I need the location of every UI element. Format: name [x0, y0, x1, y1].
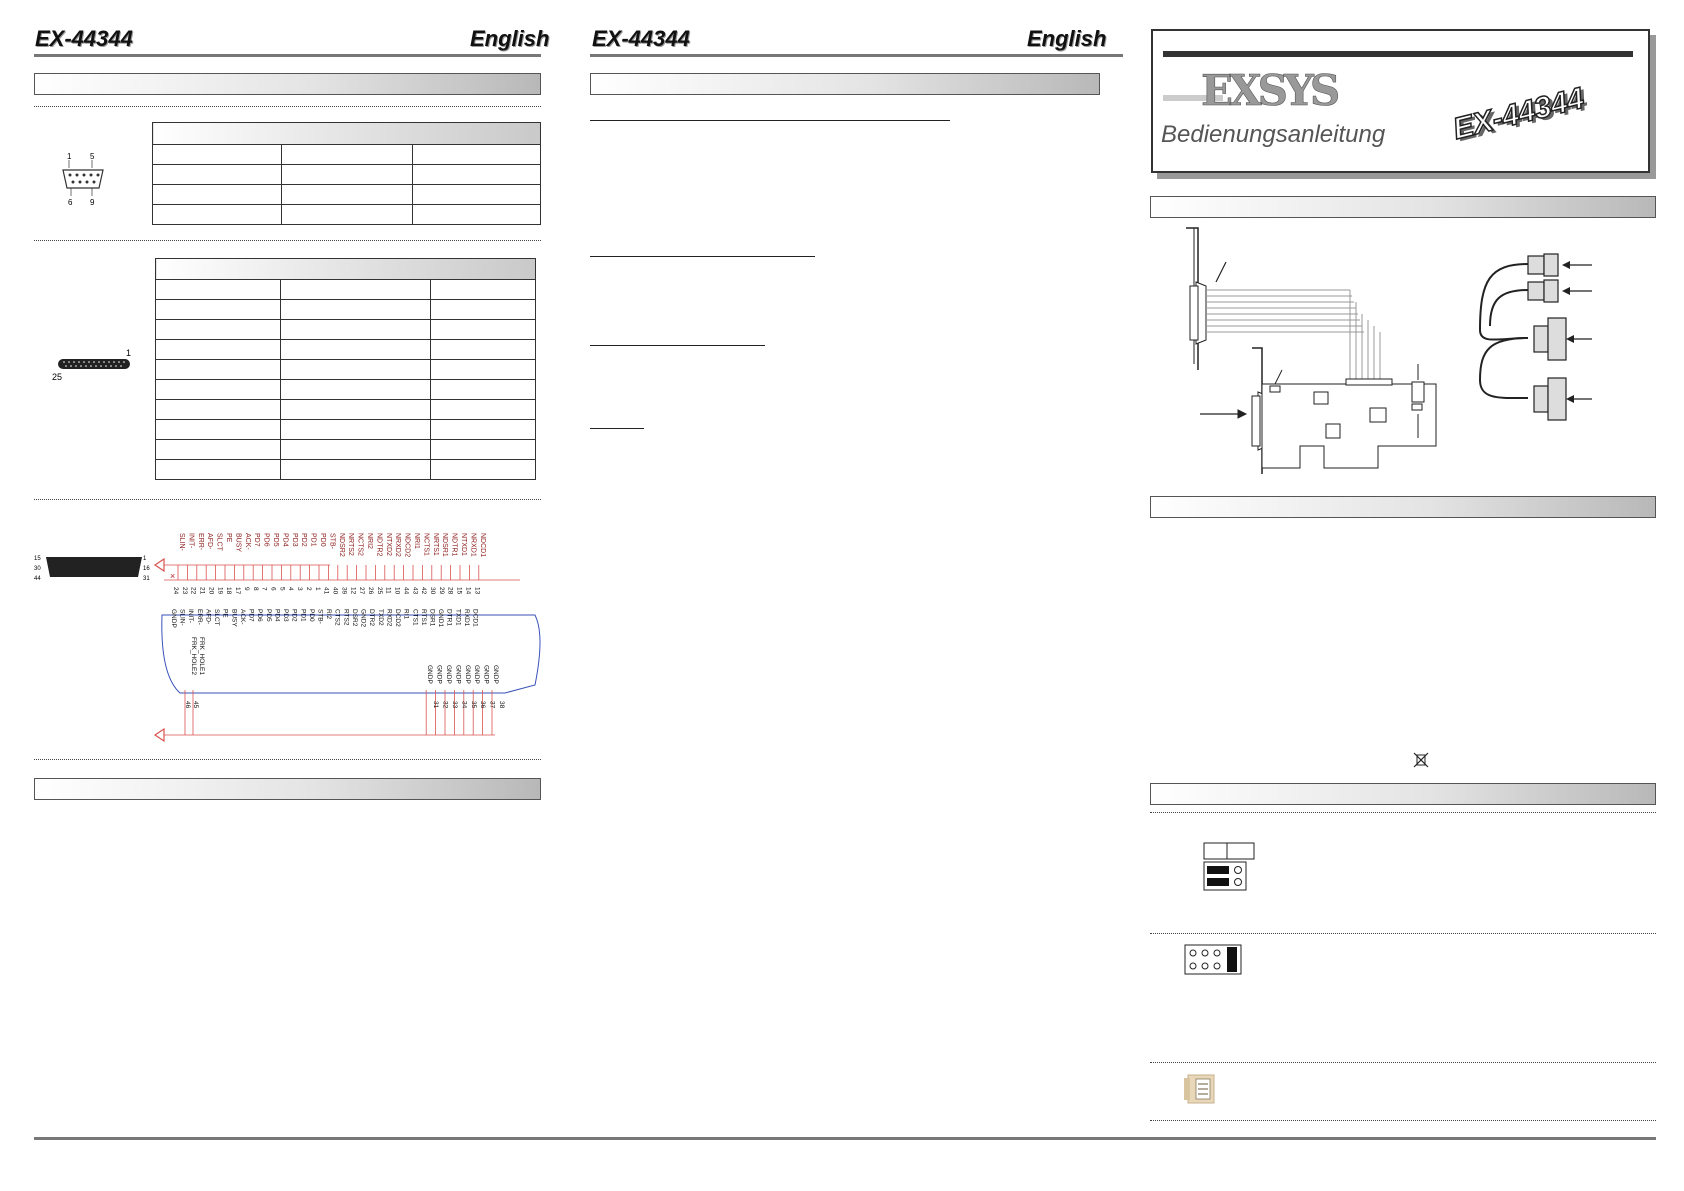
divider — [34, 759, 541, 760]
pin-signal-label: RI1 — [402, 609, 410, 620]
pin-signal-label: SLIN- — [178, 609, 186, 626]
pin-number: 45 — [192, 701, 199, 709]
table-cell — [413, 165, 541, 185]
db44-pin-15-label: 15 — [34, 556, 41, 562]
pin-signal-label: GNDP — [170, 609, 177, 628]
pin-header-icon — [1184, 944, 1244, 976]
signal-label: NTXD2 — [384, 533, 392, 556]
table-cell — [281, 440, 431, 460]
signal-label: NRI1 — [413, 533, 420, 549]
divider — [1150, 1062, 1656, 1063]
frk-hole-label: FRK_HOLE1 — [198, 637, 205, 675]
db9-pin-9-label: 9 — [90, 198, 95, 207]
signal-label: BUSY — [234, 533, 242, 553]
pin-signal-label: RXD1 — [462, 609, 470, 627]
db9-pin-1-label: 1 — [67, 152, 72, 161]
table-cell — [156, 320, 281, 340]
ground-pin-label: GNDP — [435, 665, 443, 684]
pin-signal-label: PD7 — [247, 609, 255, 622]
pin-number: 25 — [375, 587, 383, 595]
table-cell — [281, 420, 431, 440]
page-2-header-rule — [590, 54, 1123, 57]
pin-signal-label: PD4 — [273, 609, 281, 622]
callout-arrow — [1275, 370, 1282, 384]
pin-number: 34 — [460, 701, 468, 709]
signal-label: PD7 — [253, 533, 261, 547]
pin-signal-label: STB- — [316, 609, 324, 624]
table-cell — [282, 145, 413, 165]
pin-number: 38 — [498, 701, 505, 709]
pin-signal-label: DSR1 — [428, 609, 436, 627]
crossed-bin-icon — [1413, 752, 1429, 768]
pin-signal-label: GND2 — [359, 609, 367, 628]
signal-label: PD2 — [300, 533, 308, 547]
pin-number: 6 — [269, 587, 277, 591]
pin-number: 13 — [473, 587, 481, 595]
signal-arrow — [155, 729, 164, 741]
table-cell — [156, 440, 281, 460]
pin-signal-label: TXD1 — [454, 609, 462, 626]
signal-label: NRI2 — [366, 533, 373, 549]
table-cell — [156, 340, 281, 360]
pin-signal-label: PE — [221, 609, 229, 618]
page-1-model-title: EX-44344 — [35, 26, 133, 51]
db9-connector-icon — [58, 150, 108, 210]
pin-number: 36 — [479, 701, 487, 709]
divider — [34, 499, 541, 500]
pin-number: 18 — [225, 587, 233, 595]
table-cell — [413, 185, 541, 205]
table-cell — [431, 340, 536, 360]
pin-number: 33 — [451, 701, 458, 709]
table-cell — [281, 460, 431, 480]
section-bar-2 — [34, 778, 541, 800]
pin-number: 4 — [287, 587, 295, 591]
signal-label: PD6 — [262, 533, 270, 547]
signal-label: PD1 — [309, 533, 317, 547]
pin-signal-label: DCD1 — [471, 609, 479, 627]
db25-pin-table — [155, 258, 536, 480]
cover-title-box — [1151, 29, 1650, 173]
table-cell — [153, 165, 282, 185]
signal-label: PD4 — [281, 533, 289, 547]
pin-number: 8 — [251, 587, 259, 591]
section-bar-6 — [1150, 783, 1656, 805]
pin-number: 22 — [189, 587, 197, 595]
signal-label: NCTS1 — [422, 533, 430, 556]
pin-number: 19 — [216, 587, 224, 595]
signal-label: AFD- — [206, 533, 214, 550]
table-cell — [281, 280, 431, 300]
pin-number: 7 — [260, 587, 268, 591]
table-cell — [156, 300, 281, 320]
pin-signal-label: PD1 — [299, 609, 307, 622]
signal-label: NDTR1 — [450, 533, 458, 557]
pin-number: 28 — [446, 587, 454, 595]
pin-number: 46 — [184, 701, 191, 709]
db44-pin-1-label: 1 — [143, 556, 147, 562]
db9-pin-5-label: 5 — [90, 152, 95, 161]
exsys-logo — [1163, 57, 1337, 115]
db9-pin-table — [152, 122, 541, 225]
signal-arrow — [155, 559, 164, 571]
signal-label: ERR- — [196, 533, 204, 551]
pin-number: 12 — [349, 587, 357, 595]
section-bar-5 — [1150, 496, 1656, 518]
db44-pin-44-label: 44 — [34, 576, 41, 582]
signal-label: NDTR2 — [375, 533, 383, 557]
ground-pin-label: GNDP — [463, 665, 471, 684]
ground-pin-label: GNDP — [454, 665, 462, 684]
page-1-header-rule — [34, 54, 541, 57]
db9-pin-6-label: 6 — [68, 198, 73, 207]
pin-signal-label: DTR2 — [368, 609, 376, 626]
pin-signal-label: RTS2 — [342, 609, 350, 626]
pin-signal-label: ACK- — [238, 609, 246, 625]
pin-signal-label: DTR1 — [445, 609, 453, 626]
table-cell — [431, 420, 536, 440]
pin-number: 20 — [207, 587, 215, 595]
table-cell — [156, 420, 281, 440]
signal-label: PD5 — [272, 533, 279, 547]
pin-number: 35 — [469, 701, 477, 709]
signal-label: STB- — [328, 533, 336, 549]
signal-label: SLCT — [215, 533, 223, 551]
table-cell — [282, 205, 413, 225]
heading-underline — [590, 256, 815, 257]
pin-signal-label: RXD2 — [385, 609, 393, 627]
ground-pin-label: GNDP — [482, 665, 490, 684]
callout-arrow — [1216, 262, 1226, 282]
pin-number: 9 — [242, 587, 250, 591]
ground-pin-label: GNDP — [473, 665, 481, 684]
signal-label: NRTS2 — [347, 533, 355, 556]
cover-subtitle: Bedienungsanleitung — [1161, 121, 1386, 148]
pin-signal-label: TXD2 — [376, 609, 384, 626]
table-cell — [281, 320, 431, 340]
signal-label: NTXD1 — [460, 533, 467, 556]
signal-label: SLIN- — [178, 533, 185, 551]
divider — [34, 240, 541, 241]
db44-wiring-schematic — [150, 525, 545, 745]
pin-number: 40 — [331, 587, 339, 595]
frk-hole-label: FRK_HOLE2 — [190, 637, 197, 675]
signal-label: ACK- — [243, 533, 251, 550]
pin-number: 39 — [340, 587, 348, 595]
page-2-model-title: EX-44344 — [592, 26, 690, 51]
section-bar-1 — [34, 73, 541, 95]
pin-number: 21 — [198, 587, 206, 595]
pin-number: 43 — [411, 587, 419, 595]
pin-number: 5 — [278, 587, 286, 591]
table-cell — [156, 460, 281, 480]
pin-number: 44 — [402, 587, 410, 595]
no-connect-mark: × — [170, 571, 176, 581]
table-cell — [156, 360, 281, 380]
signal-label: PD3 — [290, 533, 298, 547]
table-cell — [431, 320, 536, 340]
db44-connector-icon — [34, 552, 154, 592]
section-bar-4 — [1150, 196, 1656, 218]
table-cell — [153, 205, 282, 225]
db44-pin-16-label: 16 — [143, 566, 150, 572]
db44-pin-30-label: 30 — [34, 566, 41, 572]
pcie-card-illustration — [1150, 224, 1450, 484]
footer-rule — [34, 1137, 1656, 1140]
page-1-language-label: English — [470, 26, 550, 51]
pin-signal-label: ERR- — [195, 609, 203, 625]
pin-number: 26 — [366, 587, 374, 595]
signal-label: NRXD1 — [469, 533, 477, 557]
pin-signal-label: PD6 — [256, 609, 264, 622]
table-cell — [431, 400, 536, 420]
table-cell — [153, 185, 282, 205]
pin-number: 11 — [384, 587, 392, 594]
signal-label: NDCD1 — [478, 533, 486, 558]
signal-label: PD0 — [319, 533, 326, 547]
table-cell — [413, 145, 541, 165]
table-cell — [281, 340, 431, 360]
pin-number: 3 — [296, 587, 304, 591]
pin-signal-label: PD2 — [290, 609, 298, 622]
heading-underline — [590, 345, 765, 346]
table-cell — [431, 380, 536, 400]
table-cell — [413, 205, 541, 225]
signal-label: INIT- — [187, 533, 195, 549]
pin-signal-label: RTS1 — [419, 609, 427, 626]
table-cell — [281, 360, 431, 380]
pin-number: 14 — [464, 587, 472, 595]
cover-model-number: EX-44344 — [1449, 81, 1588, 147]
pin-number: 1 — [313, 587, 321, 591]
table-cell — [431, 440, 536, 460]
pin-number: 37 — [488, 701, 496, 709]
table-cell — [431, 460, 536, 480]
signal-label: NRTS1 — [431, 533, 439, 556]
table-cell — [431, 300, 536, 320]
pin-signal-label: DCD2 — [394, 609, 402, 627]
pin-number: 24 — [172, 587, 179, 595]
pin-signal-label: AFD- — [204, 609, 212, 625]
pin-signal-label: PD3 — [282, 609, 290, 622]
table-cell — [281, 380, 431, 400]
pin-signal-label: CTS2 — [333, 609, 341, 626]
table-cell — [431, 280, 536, 300]
signal-label: PE — [225, 533, 232, 543]
pin-signal-label: PD0 — [307, 609, 315, 622]
signal-label: NDSR1 — [441, 533, 449, 557]
divider — [1150, 812, 1656, 813]
pin-signal-label: SLCT — [213, 609, 221, 626]
table-header — [153, 123, 541, 145]
table-cell — [282, 185, 413, 205]
pin-number: 2 — [304, 587, 312, 591]
table-cell — [156, 380, 281, 400]
ground-pin-label: GNDP — [426, 665, 434, 684]
divider — [1150, 933, 1656, 934]
page-2-language-label: English — [1027, 26, 1107, 51]
table-cell — [156, 280, 281, 300]
pin-signal-label: GND1 — [437, 609, 445, 628]
signal-label: NDSR2 — [337, 533, 345, 557]
cable-assembly-illustration — [1470, 250, 1600, 430]
db25-pin-1-label: 1 — [126, 348, 132, 358]
db25-connector-icon — [52, 346, 138, 382]
pin-number: 32 — [441, 701, 449, 709]
table-cell — [153, 145, 282, 165]
db44-pin-31-label: 31 — [143, 576, 150, 582]
heading-underline — [590, 428, 644, 429]
exsys-wordmark: EXSYS — [1201, 66, 1337, 115]
connector-icon — [1184, 1074, 1220, 1104]
pin-number: 27 — [358, 587, 366, 595]
ground-pin-label: GNDP — [445, 665, 452, 684]
table-header — [156, 259, 536, 280]
pin-number: 41 — [322, 587, 330, 595]
ground-pin-label: GNDP — [492, 665, 499, 684]
pin-signal-label: PD5 — [264, 609, 272, 622]
signal-label: NRXD2 — [394, 533, 402, 557]
pin-number: 23 — [180, 587, 188, 595]
pin-signal-label: INIT- — [187, 609, 195, 624]
table-cell — [282, 165, 413, 185]
pin-signal-label: CTS1 — [411, 609, 419, 626]
signal-label: NDCD2 — [403, 533, 411, 558]
table-cell — [156, 400, 281, 420]
pin-signal-label: RI2 — [325, 609, 333, 620]
heading-underline — [590, 120, 950, 121]
pin-number: 30 — [429, 587, 437, 595]
pin-number: 29 — [437, 587, 445, 595]
jumper-block-icon — [1203, 842, 1257, 892]
pin-number: 17 — [234, 587, 242, 595]
pin-number: 31 — [432, 701, 440, 709]
divider — [1150, 1120, 1656, 1121]
table-cell — [431, 360, 536, 380]
table-cell — [281, 300, 431, 320]
pin-signal-label: DSR2 — [350, 609, 358, 627]
pin-signal-label: BUSY — [230, 609, 238, 627]
db25-pin-25-label: 25 — [52, 372, 63, 382]
divider — [34, 106, 541, 107]
pin-number: 10 — [393, 587, 401, 595]
pin-number: 15 — [455, 587, 463, 595]
pin-number: 42 — [420, 587, 428, 595]
section-bar-3 — [590, 73, 1100, 95]
table-cell — [281, 400, 431, 420]
signal-label: NCTS2 — [356, 533, 364, 556]
